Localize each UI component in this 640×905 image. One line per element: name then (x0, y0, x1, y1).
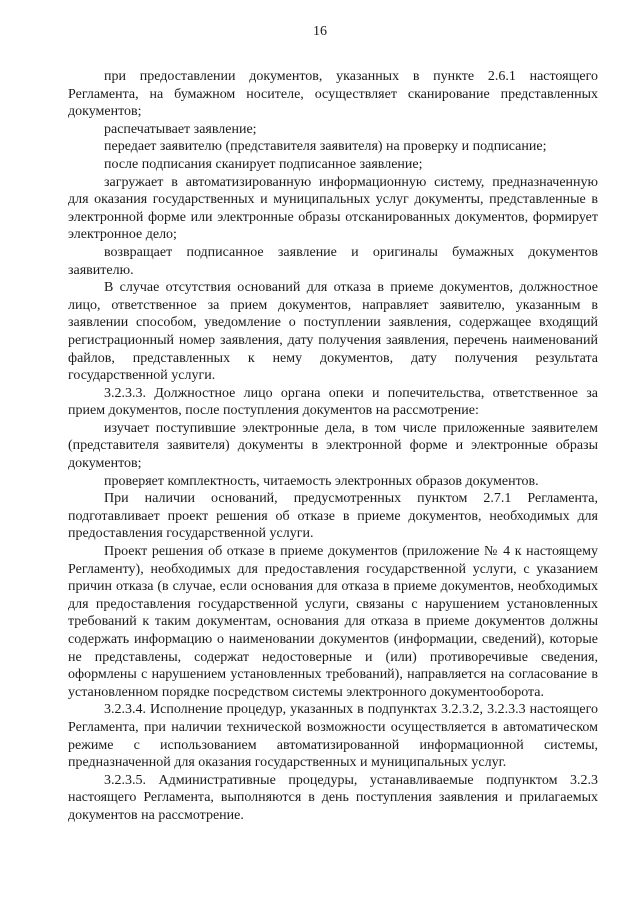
paragraph: загружает в автоматизированную информационную систему, предназначенную для оказания государственных и муниципальных услуг документы, представленные в электронной форме или электронные образы отсканированных документов, формирует электронное дело; (68, 174, 598, 243)
paragraph: изучает поступившие электронные дела, в том числе приложенные заявителем (представителя заявителя) документы в электронной форме и электронные образы документов; (68, 420, 598, 472)
paragraph: проверяет комплектность, читаемость электронных образов документов. (104, 473, 539, 489)
paragraph: 3.2.3.3. Должностное лицо органа опеки и попечительства, ответственное за прием документов, после поступления документов на рассмотрение: (68, 385, 598, 419)
paragraph: возвращает подписанное заявление и оригиналы бумажных документов заявителю. (68, 244, 598, 278)
paragraph: передает заявителю (представителя заявителя) на проверку и подписание; (104, 139, 547, 155)
paragraph: распечатывает заявление; (104, 121, 257, 137)
paragraph: 3.2.3.5. Административные процедуры, устанавливаемые подпунктом 3.2.3 настоящего Регламента, выполняются в день поступления заявления и прилагаемых документов на рассмотрение. (68, 772, 598, 823)
paragraph: после подписания сканирует подписанное заявление; (104, 156, 423, 172)
paragraph: При наличии оснований, предусмотренных пунктом 2.7.1 Регламента, подготавливает проект решения об отказе в приеме документов, необходимых для предоставления государственной услуги. (68, 491, 598, 542)
paragraph: 3.2.3.4. Исполнение процедур, указанных в подпунктах 3.2.3.2, 3.2.3.3 настоящего Регламента, при наличии технической возможности осуществляется в автоматическом режиме с использованием автоматизированной информационной системы, предназначенной для оказания государственных и муниципальных услуг. (68, 702, 598, 771)
page-number: 16 (313, 24, 327, 39)
paragraph: при предоставлении документов, указанных в пункте 2.6.1 настоящего Регламента, на бумажном носителе, осуществляет сканирование представленных документов; (68, 69, 598, 120)
document-body (68, 68, 598, 825)
paragraph: Проект решения об отказе в приеме документов (приложение № 4 к настоящему Регламенту), необходимых для предоставления государственной услуги, с указанием причин отказа (в случае, если основания для отказа в приеме документов, необходимых для предоставления государственной услуги, связаны с нарушением установленных требований к таким документам, основания для отказа в приеме документов должны содержать информацию о наименовании документов (информации, сведений), которые не представлены, содержат недостоверные и (или) противоречивые сведения, оформлены с нарушением установленных требований), направляется на согласование в установленном порядке посредством системы электронного документооборота. (68, 544, 598, 700)
paragraph: В случае отсутствия оснований для отказа в приеме документов, должностное лицо, ответственное за прием документов, направляет заявителю, указанным в заявлении способом, уведомление о поступлении заявления, содержащее входящий регистрационный номер заявления, дату получения заявления, перечень наименований файлов, представленных к нему документов, дату получения результата государственной услуги. (68, 280, 598, 384)
